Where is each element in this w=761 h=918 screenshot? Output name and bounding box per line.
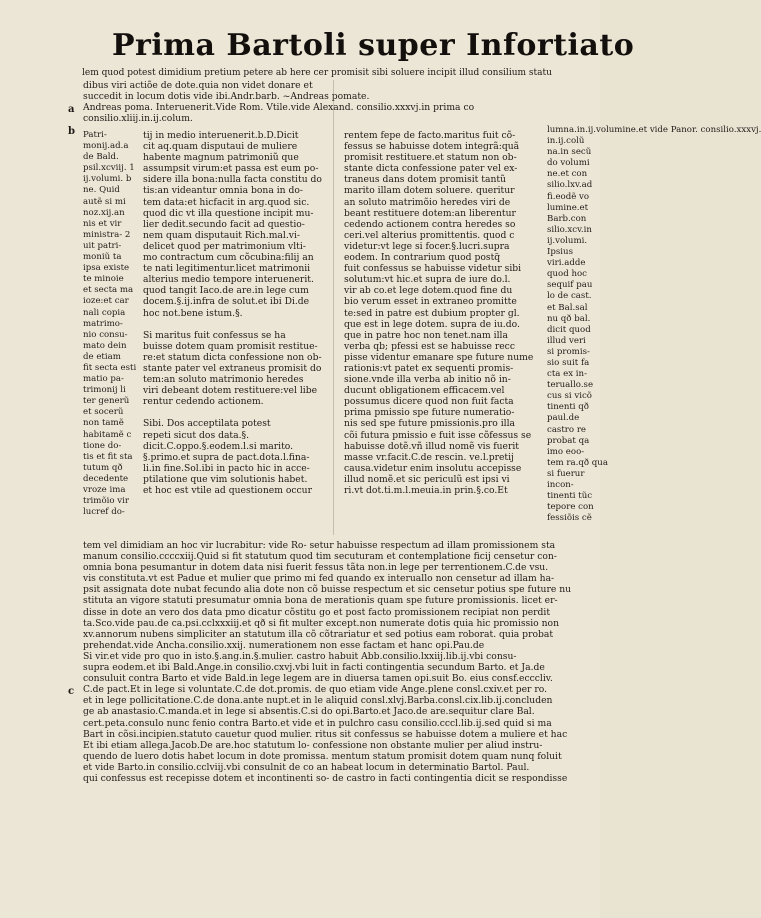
left-margin-line: lucref do- [83, 507, 125, 518]
right-margin-line: tem ra.qð qua [547, 457, 608, 468]
middle-line: tem data:et hicfacit in arg.quod sic. [143, 196, 310, 208]
right-margin-line: viri.adde [547, 258, 586, 269]
middle-line: hoc not.bene istum.§. [143, 307, 243, 319]
left-margin-line: mato dein [83, 340, 127, 351]
right-line: traneus dans dotem promisit tantũ [344, 174, 506, 186]
right-margin-line: cta ex in- [547, 369, 587, 380]
left-margin-line: uit patri- [83, 240, 122, 251]
right-margin-line: fessiõis cẽ [547, 513, 592, 524]
middle-line: lier dedit.secundo facit ad questio- [143, 218, 305, 230]
right-margin-line: sio suit fa [547, 357, 590, 368]
middle-line: repeti sicut dos data.§. [143, 429, 250, 441]
bottom-text [83, 540, 588, 870]
right-line: promisit restituere.et statum non ob- [344, 152, 517, 164]
bottom-line: omnia bona pesumantur in dotem data nisi fuerit fessus tãta non.in lege per terrentionem.C.de vsu. [83, 562, 549, 574]
bottom-line: cert.peta.consulo nunc fenio contra Barto.et vide et in pulchro casu consilio.cccl.lib.ij.sed quid si ma [83, 717, 552, 729]
right-margin-line: ij.volumi. [547, 235, 588, 246]
right-margin-line: incon- [547, 480, 574, 490]
right-line: videtur:vt lege si focer.§.lucri.supra [344, 240, 510, 252]
right-margin-line: tinenti qð [547, 402, 589, 413]
middle-line: viri debeant dotem restituere:vel libe [143, 385, 318, 397]
top-line: dibus viri actiõe de dote.quia non videt donare et [83, 80, 313, 91]
middle-line: te nati legitimentur.licet matrimonii [143, 263, 311, 275]
left-margin-line: nio consu- [83, 329, 128, 340]
left-margin-line: nis et vir [83, 218, 122, 229]
middle-line: stante pater vel extraneus promisit do [143, 362, 322, 374]
right-line: solutum:vt hic.et supra de iure do.l. [344, 274, 511, 286]
bottom-line: Bart in cõsi.incipien.statuto cauetur quod mulier. ritus sit confessus se habuisse dotem a muliere et hac [83, 728, 568, 740]
left-margin-line: nali copia [83, 307, 126, 318]
top-lines [83, 80, 588, 128]
middle-line: tij in medio interuenerit.b.D.Dicit [143, 130, 299, 141]
right-margin-line: et Bal.sal [547, 302, 588, 313]
bottom-line: tem vel dimidiam an hoc vir lucrabitur: vide Ro- setur habuisse respectum ad illam promissionem sta [83, 540, 556, 551]
right-margin-line: Ipsius [547, 247, 573, 258]
right-margin-line: si promis- [547, 346, 590, 357]
left-margin-line: de Bald. [83, 152, 119, 163]
middle-line [143, 319, 333, 330]
left-margin-line: tione do- [83, 440, 122, 451]
right-line: ceri.vel alterius promittentis. quod c [344, 229, 515, 241]
right-margin-line: silio.xcv.in [547, 224, 592, 235]
right-margin-line: lumna.in.ij.volumine.et vide Panor. consilio.xxxvj. [547, 125, 761, 135]
bottom-line: Et ibi etiam allega.Jacob.De are.hoc statutum lo- confessione non obstante mulier per aliud instru- [83, 739, 543, 751]
right-line: masse vr.facit.C.de rescin. ve.l.pretij [344, 451, 514, 463]
right-margin-line: dicit quod [547, 324, 591, 335]
right-margin-line: lumine.et [547, 202, 589, 213]
left-margin-line: trimonij li [83, 385, 126, 396]
right-margin-line: cus si vicõ [547, 391, 592, 402]
middle-line: quod tangit Iaco.de are.in lege cum [143, 285, 309, 297]
middle-line: docem.§.ij.infra de solut.et ibi Di.de [143, 296, 310, 308]
middle-line: mo contractum cum cõcubina:filij an [143, 252, 314, 264]
right-line: an soluto matrimõio heredes viri de [344, 196, 511, 208]
middle-line: tem:an soluto matrimonio heredes [143, 374, 304, 386]
top-line: consilio.xliij.in.ij.colum. [83, 113, 193, 125]
right-margin-line: lo de cast. [547, 291, 592, 302]
right-margin-line: tinenti tũc [547, 491, 593, 502]
right-line: ducunt obligationem efficacem.vel [344, 385, 505, 397]
bottom-line: psit assignata dote nubat fecundo alia dote non cõ buisse respectum et sic censetur potius spe future nu [83, 584, 572, 596]
right-line: pisse videntur emanare spe future nume [344, 351, 534, 363]
right-line: cõi futura pmissio e fuit isse cõfessus se [344, 429, 532, 441]
middle-line: Sibi. Dos acceptilata potest [143, 418, 271, 430]
left-margin-line: decedente [83, 473, 129, 484]
right-column [344, 130, 547, 535]
right-margin-line: sequif pau [547, 280, 593, 291]
left-margin-line: ioze:et car [83, 296, 129, 307]
right-margin-line: teruallo.se [547, 380, 594, 391]
middle-line: rentur cedendo actionem. [143, 396, 264, 408]
left-margin-gloss [83, 130, 141, 550]
right-margin-line: Barb.con [547, 213, 587, 224]
middle-line: et hoc est vtile ad questionem occur [143, 485, 312, 496]
right-line: te:sed in patre est dubium propter gl. [344, 307, 520, 319]
right-margin-line: ne.et con [547, 169, 588, 180]
left-margin-line: fit secta esti [83, 362, 137, 373]
bottom-line: prehendat.vide Ancha.consilio.xxij. numerationem non esse factam et hanc opi.Pau.de [83, 639, 485, 651]
right-line: beant restituere dotem:an liberentur [344, 207, 516, 219]
top-line: succedit in locum dotis vide ibi.Andr.barb. ~Andreas pomate. [83, 91, 370, 103]
right-margin-line: nu qð bal. [547, 313, 591, 324]
top-line: Andreas poma. Interuenerit.Vide Rom. Vtile.vide Alexand. consilio.xxxvj.in prima co [83, 102, 475, 114]
bottom-line: consuluit contra Barto et vide Bald.in lege legem are in diuersa tamen opi.suit Bo. eius consf.ecccliv. [83, 673, 553, 685]
right-line: nis sed spe future pmissionis.pro illa [344, 418, 516, 430]
right-line: fessus se habuisse dotem integrã:quã [344, 141, 520, 153]
bottom-line: supra eodem.et ibi Bald.Ange.in consilio.cxvj.vbi luit in facti contingentia secundum Barto. et Ja.de [83, 662, 545, 674]
left-margin-line: ipsa existe [83, 263, 130, 274]
right-margin-line: illud veri [547, 335, 586, 346]
bottom-line: et in lege pollicitatione.C.de dona.ante nupt.et in le aliquid consl.xlvj.Barba.consl.cix.lib.ij.concluden [83, 695, 553, 707]
right-line: que est in lege dotem. supra de iu.do. [344, 318, 520, 330]
right-margin-line: in.ij.colũ [547, 136, 585, 147]
left-margin-line: tis et fit sta [83, 451, 133, 462]
left-margin-line: psil.xcviij. 1 [83, 163, 135, 174]
middle-line: tis:an videantur omnia bona in do- [143, 185, 304, 197]
right-line: illud nomẽ.et sic periculũ est ipsi vi [344, 473, 510, 485]
middle-line: habente magnum patrimoniũ que [143, 152, 299, 164]
left-margin-line: monij.ad.a [83, 141, 129, 152]
page-heading: Prima Bartoli super Infortiato [112, 28, 635, 63]
right-line: stante dicta confessione pater vel ex- [344, 163, 518, 175]
right-line: ri.vt dot.ti.m.l.meuia.in prin.§.co.Et [344, 485, 508, 496]
right-line: verba qb; pfessi est se habuisse recc [344, 340, 515, 352]
right-margin-line: tepore con [547, 502, 594, 513]
middle-line: nem quam disputauit Rich.mal.vi- [143, 229, 300, 241]
right-margin-line: si fuerur [547, 468, 585, 479]
right-margin-line: imo eoo- [547, 446, 585, 457]
bottom-line: xv.annorum nubens simpliciter an statutum illa cõ cõtrariatur et sed potius eam roborat. quia probat [83, 628, 554, 640]
bottom-line: Si vir.et vide pro quo in isto.§.ang.in.§.mulier. castro habuit Abb.consilio.lxxiij.lib.ij.vbi consu- [83, 650, 517, 662]
middle-line: ptilatione que vim solutionis habet. [143, 473, 308, 485]
left-margin-line: te minoie [83, 274, 124, 285]
left-margin-line: trimõio vir [83, 496, 129, 507]
bottom-line: ge ab anastasio.C.manda.et in lege si absentis.C.si do opi.Barto.et Jaco.de are.sequitur clare Bal. [83, 706, 535, 718]
middle-line: §.primo.et supra de pact.dota.l.fina- [143, 451, 310, 463]
right-margin-gloss [547, 125, 761, 545]
margin-mark-a: a [68, 104, 75, 115]
middle-line: re:et statum dicta confessione non ob- [143, 351, 322, 363]
left-margin-line: moniũ ta [83, 252, 122, 263]
left-margin-line: habitamẽ c [83, 429, 132, 440]
bottom-line: manum consilio.ccccxiij.Quid si fit statutum quod tim secuturam et contemplatione ficij censetur con- [83, 551, 557, 563]
left-margin-line: ter generũ [83, 396, 130, 407]
right-line: rentem fepe de facto.maritus fuit cõ- [344, 130, 516, 141]
left-margin-line: et secta ma [83, 285, 134, 296]
left-margin-line: ne. Quid [83, 185, 120, 196]
right-line: rationis:vt patet ex sequenti promis- [344, 362, 514, 374]
right-line: marito illam dotem soluere. queritur [344, 185, 515, 197]
left-margin-line: matio pa- [83, 374, 124, 385]
middle-line: sidere illa bona:nulla facta constitu do [143, 174, 322, 186]
left-margin-line: ministra- 2 [83, 229, 131, 240]
right-line: sione.vnde illa verba ab initio nõ in- [344, 374, 511, 386]
right-margin-line: castro re [547, 424, 587, 435]
middle-line: cit aq.quam disputaui de muliere [143, 141, 298, 153]
left-margin-line: vroze ima [83, 485, 126, 495]
right-line: cedendo actionem contra heredes so [344, 218, 516, 230]
bottom-line: disse in dote an vero dos data pmo dicatur cõstitu go et post facto promissionem recipiat non perdit [83, 606, 551, 618]
margin-mark-c: c [68, 686, 75, 697]
right-line: possumus dicere quod non fuit facta [344, 396, 514, 408]
middle-line: alterius medio tempore interuenerit. [143, 274, 314, 286]
right-margin-line: fi.eodẽ vo [547, 191, 590, 202]
bottom-line: ta.Sco.vide pau.de ca.psi.cclxxxiij.et qð si fit multer except.non numerate dotis quia hic promissio non [83, 617, 560, 629]
right-line: habuisse dotẽ.vñ illud nomẽ vis fuerit [344, 440, 520, 452]
right-margin-line: do volumi [547, 158, 590, 169]
left-margin-line: matrimo- [83, 318, 123, 329]
bottom-line: et vide Barto.in consilio.cclviij.vbi consulnit de co an habeat locum in determinatio Bartol. Paul. [83, 761, 530, 773]
bottom-line: vis constituta.vt est Padue et mulier que primo mi fed quando ex interuallo non censetur ad illam ha- [83, 573, 555, 585]
bottom-line: qui confessus est recepisse dotem et incontinenti so- de castro in facti contingentia dicit se respondisse [83, 772, 568, 784]
head-line: lem quod potest dimidium pretium petere ab here cer promisit sibi soluere incipit illud consilium statu [82, 68, 552, 78]
left-margin-line: noz.xij.an [83, 207, 125, 218]
right-line: que in patre hoc non tenet.nam illa [344, 329, 508, 341]
left-margin-line: ij.volumi. b [83, 174, 132, 185]
middle-column [143, 130, 333, 550]
bottom-line: C.de pact.Et in lege si voluntate.C.de dot.promis. de quo etiam vide Ange.plene consl.cxiv.et per ro. [83, 684, 548, 696]
column-divider [333, 80, 334, 535]
left-margin-line: et socerũ [83, 407, 124, 418]
left-margin-line: Patri- [83, 130, 107, 140]
middle-line: Si maritus fuit confessus se ha [143, 329, 286, 341]
middle-line: buisse dotem quam promisit restitue- [143, 340, 318, 352]
right-line: eodem. In contrarium quod postq̃ [344, 252, 501, 264]
right-margin-line: paul.de [547, 413, 580, 424]
middle-line: dicit.C.oppo.§.eodem.l.si marito. [143, 440, 294, 452]
middle-line [143, 407, 333, 418]
right-line: fuit confessus se habuisse videtur sibi [344, 263, 522, 275]
right-line: causa.videtur enim insolutu accepisse [344, 462, 522, 474]
middle-line: li.in fine.Sol.ibi in pacto hic in acce- [143, 462, 310, 474]
middle-line: delicet quod per matrimonium vlti- [143, 240, 306, 252]
left-margin-line: autẽ si mi [83, 196, 126, 207]
margin-mark-b: b [68, 126, 75, 137]
left-margin-line: de etiam [83, 351, 121, 362]
right-line: prima pmissio spe future numeratio- [344, 407, 515, 419]
bottom-line: stituta an vigore statuti presumatur omnia bona de merationis quam spe future promissionis. licet er- [83, 595, 558, 607]
right-margin-line: probat qa [547, 435, 590, 446]
middle-line: assumpsit virum:et passa est eum po- [143, 163, 319, 175]
right-margin-line: silio.lxv.ad [547, 180, 593, 191]
middle-line: quod dic vt illa questione incipit mu- [143, 207, 314, 219]
right-margin-line: na.in secũ [547, 147, 592, 158]
right-line: bio verum esset in extraneo promitte [344, 296, 517, 308]
left-margin-line: tutum qð [83, 462, 123, 473]
right-line: vir ab co.et lege dotem.quod fine du [344, 285, 513, 297]
right-margin-line: quod hoc [547, 269, 587, 280]
bottom-line: quendo de luero dotis habet locum in dote promissa. mentum statum promisit dotem quam nunq foluit [83, 750, 562, 762]
left-margin-line: non tamẽ [83, 418, 124, 429]
